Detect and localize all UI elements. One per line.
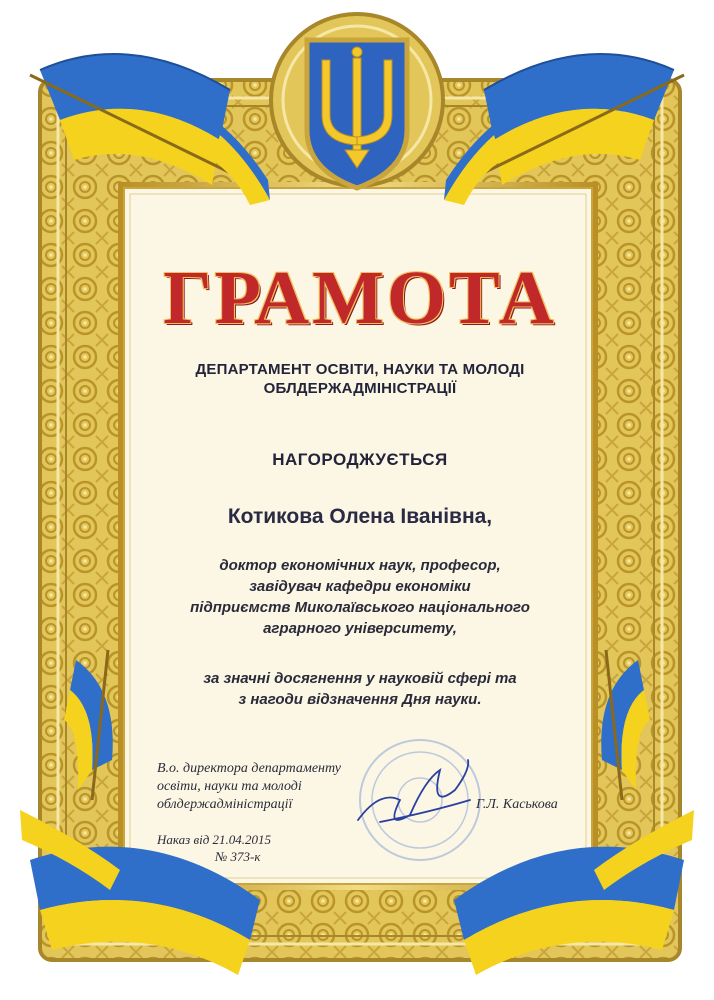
position-line-3: підприємств Миколаївського національного: [190, 599, 530, 616]
position-line-4: аграрного університету,: [263, 620, 457, 637]
trident-coat-of-arms-icon: [271, 14, 443, 188]
recipient-name: Котикова Олена Іванівна,: [227, 505, 493, 528]
position-line-1: доктор економічних наук, професор,: [219, 557, 501, 574]
award-reason: [130, 668, 590, 710]
reason-line-2: з нагоди відзначення Дня науки.: [238, 691, 482, 708]
certificate-title: ГРАМОТА: [163, 256, 557, 340]
signer-title-line-2: освіти, науки та молоді: [157, 779, 302, 794]
awarded-label: НАГОРОДЖУЄТЬСЯ: [272, 450, 448, 469]
signer-name: Г.Л. Каськова: [476, 797, 558, 812]
organization-line-1: ДЕПАРТАМЕНТ ОСВІТИ, НАУКИ ТА МОЛОДІ: [195, 361, 525, 378]
issuing-organization: [130, 360, 590, 398]
order-number: № 373-к: [215, 849, 261, 864]
order-date: Наказ від 21.04.2015: [157, 832, 272, 847]
position-line-2: завідувач кафедри економіки: [249, 578, 471, 595]
order-reference: [157, 831, 357, 865]
reason-line-1: за значні досягнення у науковій сфері та: [203, 670, 517, 687]
signer-title: [157, 760, 407, 814]
recipient-position: [130, 555, 590, 639]
signer-title-line-3: облдержадміністрації: [157, 797, 293, 812]
organization-line-2: ОБЛДЕРЖАДМІНІСТРАЦІЇ: [263, 380, 457, 397]
signer-title-line-1: В.о. директора департаменту: [157, 761, 341, 776]
